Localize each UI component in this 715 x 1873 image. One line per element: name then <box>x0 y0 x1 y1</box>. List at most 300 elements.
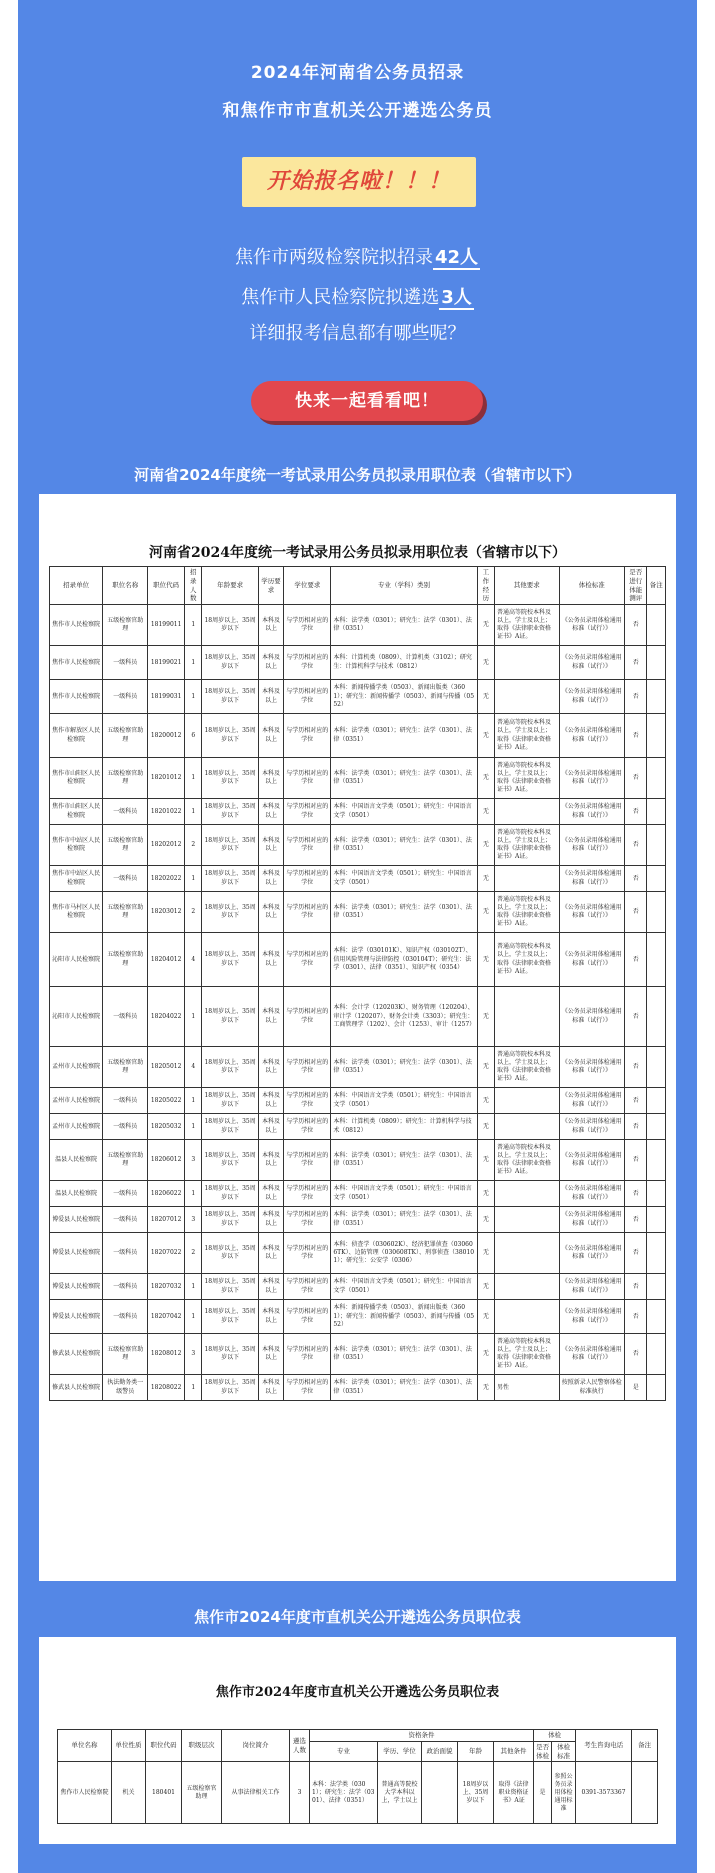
table-cell: 无 <box>477 1334 494 1375</box>
selection-count-number: 3人 <box>441 287 472 308</box>
table-cell: 《公务员录用体检通用标准（试行）》 <box>559 866 624 892</box>
table-cell: 按照新录人民警察体检标准执行 <box>559 1375 624 1401</box>
table-cell: 本科及以上 <box>258 799 284 825</box>
table-cell: 本科及以上 <box>258 605 284 646</box>
table-cell: 1 <box>185 987 202 1047</box>
table-cell: 1 <box>185 680 202 714</box>
table-cell: 无 <box>477 866 494 892</box>
table-cell: 沁阳市人民检察院 <box>50 933 103 987</box>
table-cell: 18207012 <box>148 1207 185 1233</box>
table-cell <box>647 1181 666 1207</box>
table-cell: 1 <box>185 758 202 799</box>
table-cell: 《公务员录用体检通用标准（试行）》 <box>559 714 624 758</box>
table-row <box>50 1334 666 1375</box>
table-cell <box>647 866 666 892</box>
table-row <box>50 1233 666 1274</box>
table-cell: 执法勤务类一级警员 <box>103 1375 148 1401</box>
table-cell: 18周岁以上、35周岁以下 <box>202 1300 258 1334</box>
table-cell: 18201022 <box>148 799 185 825</box>
table-cell: 18周岁以上、35周岁以下 <box>202 1181 258 1207</box>
table-cell: 本科：侦查学（030602K）、经济犯罪侦查（030606TK）、边防管理（030608TK）、刑事侦查（380101）；研究生：公安学（0306） <box>331 1233 477 1274</box>
table-cell: 本科及以上 <box>258 646 284 680</box>
table-row <box>50 758 666 799</box>
table-cell: 与学历相对应的学位 <box>284 714 331 758</box>
table-cell: 2 <box>185 892 202 933</box>
table-cell: 否 <box>624 1300 647 1334</box>
table-cell: 3 <box>185 1140 202 1181</box>
table-cell: 本科：法学类（0301）；研究生：法学（0301）、法律（0351） <box>331 1140 477 1181</box>
selection-count-prefix: 焦作市人民检察院拟遴选 <box>241 287 440 308</box>
recruit-count-number: 42人 <box>434 247 479 268</box>
table-cell <box>647 758 666 799</box>
table-cell <box>495 1088 559 1114</box>
table-cell: 《公务员录用体检通用标准（试行）》 <box>559 1274 624 1300</box>
table-cell <box>647 825 666 866</box>
table-cell: 无 <box>477 758 494 799</box>
table-cell: 本科：法学（030101K）、知识产权（030102T）、信用风险管理与法律防控（030104T）；研究生：法学（0301）、法律（0351）、知识产权（0354） <box>331 933 477 987</box>
look-together-label: 快来一起看看吧！ <box>295 391 439 411</box>
col-political: 政治面貌 <box>422 1741 458 1762</box>
position-table-body <box>50 605 666 1401</box>
cell-major: 本科：法学类（0301）；研究生：法学（0301）、法律（0351） <box>310 1762 378 1824</box>
table-cell: 一级科员 <box>103 866 148 892</box>
table-cell: 与学历相对应的学位 <box>284 1274 331 1300</box>
table-cell <box>647 1375 666 1401</box>
cell-fitness-required: 是 <box>534 1762 552 1824</box>
col-remark: 备注 <box>632 1730 658 1762</box>
table-cell: 焦作市中站区人民检察院 <box>50 866 103 892</box>
table-cell: 18206012 <box>148 1140 185 1181</box>
registration-banner-text: 开始报名啦！！！ <box>266 169 451 194</box>
table-cell: 五级检察官助理 <box>103 1047 148 1088</box>
table-cell: 本科及以上 <box>258 933 284 987</box>
table-cell: 本科：法学类（0301）；研究生：法学（0301）、法律（0351） <box>331 1334 477 1375</box>
table-cell: 《公务员录用体检通用标准（试行）》 <box>559 825 624 866</box>
table-cell: 本科：计算机类（0809）；研究生：计算机科学与技术（0812） <box>331 1114 477 1140</box>
table-cell: 1 <box>185 866 202 892</box>
position-col-header: 学历要求 <box>258 567 284 605</box>
table-cell: 18周岁以上、35周岁以下 <box>202 825 258 866</box>
table-cell: 无 <box>477 1300 494 1334</box>
table-row <box>50 1207 666 1233</box>
table-cell: 与学历相对应的学位 <box>284 825 331 866</box>
table-cell <box>647 1114 666 1140</box>
position-col-header: 职位代码 <box>148 567 185 605</box>
table-cell: 孟州市人民检察院 <box>50 1088 103 1114</box>
table-cell: 一级科员 <box>103 680 148 714</box>
table-cell: 无 <box>477 1088 494 1114</box>
table-cell: 1 <box>185 799 202 825</box>
table-cell <box>495 1181 559 1207</box>
table-cell: 一级科员 <box>103 646 148 680</box>
table-cell: 本科及以上 <box>258 1300 284 1334</box>
table-cell: 本科：法学类（0301）；研究生：法学（0301）、法律（0351） <box>331 1207 477 1233</box>
col-unit-name: 单位名称 <box>58 1730 112 1762</box>
table-cell <box>647 1274 666 1300</box>
section2-heading: 焦作市2024年度市直机关公开遴选公务员职位表 <box>194 1608 521 1626</box>
table-cell: 18203012 <box>148 892 185 933</box>
table-cell: 1 <box>185 1114 202 1140</box>
cell-political <box>422 1762 458 1824</box>
table-cell: 本科：法学类（0301）；研究生：法学（0301）、法律（0351） <box>331 1047 477 1088</box>
table-cell: 否 <box>624 758 647 799</box>
position-col-header: 备注 <box>647 567 666 605</box>
table-cell <box>495 680 559 714</box>
position-col-header: 体检标准 <box>559 567 624 605</box>
position-table <box>49 566 666 1401</box>
table-cell: 普通高等院校本科及以上，学士及以上；取得《法律职业资格证书》A证。 <box>495 714 559 758</box>
table-cell: 否 <box>624 1181 647 1207</box>
table-cell <box>495 799 559 825</box>
selection-table-card <box>39 1637 676 1844</box>
table-cell: 3 <box>185 1334 202 1375</box>
table-cell: 否 <box>624 799 647 825</box>
table-cell: 无 <box>477 892 494 933</box>
cell-count: 3 <box>290 1762 310 1824</box>
table-cell: 18周岁以上、35周岁以下 <box>202 933 258 987</box>
table-cell: 本科及以上 <box>258 1181 284 1207</box>
table-cell: 修武县人民检察院 <box>50 1375 103 1401</box>
table-cell <box>495 866 559 892</box>
table-cell: 无 <box>477 1274 494 1300</box>
table-cell: 18204012 <box>148 933 185 987</box>
table-cell: 本科及以上 <box>258 1375 284 1401</box>
table-cell: 《公务员录用体检通用标准（试行）》 <box>559 605 624 646</box>
table-cell: 18周岁以上、35周岁以下 <box>202 1233 258 1274</box>
table-cell: 本科及以上 <box>258 1047 284 1088</box>
table-cell: 本科：中国语言文学类（0501）；研究生：中国语言文学（0501） <box>331 866 477 892</box>
col-position-brief: 岗位简介 <box>222 1730 290 1762</box>
table-cell: 五级检察官助理 <box>103 605 148 646</box>
table-cell: 无 <box>477 1047 494 1088</box>
col-major: 专业 <box>310 1741 378 1762</box>
cell-code: 180401 <box>146 1762 182 1824</box>
table-cell: 18199021 <box>148 646 185 680</box>
table-cell: 无 <box>477 1140 494 1181</box>
position-table-header <box>50 567 666 605</box>
table-cell: 1 <box>185 1088 202 1114</box>
table-cell <box>647 933 666 987</box>
position-col-header: 招录人数 <box>185 567 202 605</box>
table-cell: 1 <box>185 1181 202 1207</box>
table-cell: 无 <box>477 1114 494 1140</box>
table-cell: 五级检察官助理 <box>103 1140 148 1181</box>
table-row <box>50 1375 666 1401</box>
table-row <box>58 1762 658 1824</box>
table-cell: 《公务员录用体检通用标准（试行）》 <box>559 1207 624 1233</box>
table-cell <box>647 1047 666 1088</box>
table-cell: 本科及以上 <box>258 866 284 892</box>
table-cell <box>495 987 559 1047</box>
table-cell: 焦作市马村区人民检察院 <box>50 892 103 933</box>
table-cell: 焦作市山阳区人民检察院 <box>50 799 103 825</box>
position-table-title: 河南省2024年度统一考试录用公务员拟录用职位表（省辖市以下） <box>149 545 566 561</box>
table-cell: 《公务员录用体检通用标准（试行）》 <box>559 1233 624 1274</box>
table-cell: 无 <box>477 605 494 646</box>
table-cell: 无 <box>477 1375 494 1401</box>
table-row <box>50 987 666 1047</box>
col-selection-count: 遴选人数 <box>290 1730 310 1762</box>
col-other: 其他条件 <box>494 1741 534 1762</box>
table-cell: 无 <box>477 933 494 987</box>
table-row <box>50 646 666 680</box>
table-row <box>50 866 666 892</box>
table-cell <box>647 892 666 933</box>
position-col-header: 专业（学科）类别 <box>331 567 477 605</box>
table-cell: 与学历相对应的学位 <box>284 1300 331 1334</box>
look-together-button[interactable] <box>251 381 483 421</box>
table-cell: 无 <box>477 680 494 714</box>
table-cell: 否 <box>624 1274 647 1300</box>
table-cell: 否 <box>624 987 647 1047</box>
table-cell: 18207022 <box>148 1233 185 1274</box>
table-row <box>50 1300 666 1334</box>
table-cell: 本科及以上 <box>258 1207 284 1233</box>
cell-education: 普通高等院校大学本科以上，学士以上 <box>378 1762 422 1824</box>
table-row <box>50 1181 666 1207</box>
table-cell: 与学历相对应的学位 <box>284 892 331 933</box>
table-cell: 18202022 <box>148 866 185 892</box>
col-phone: 考生咨询电话 <box>576 1730 632 1762</box>
col-age: 年龄 <box>458 1741 494 1762</box>
table-row <box>50 892 666 933</box>
col-rank-level: 职级层次 <box>182 1730 222 1762</box>
table-cell: 无 <box>477 1233 494 1274</box>
table-cell: 《公务员录用体检通用标准（试行）》 <box>559 758 624 799</box>
table-row <box>50 714 666 758</box>
table-row <box>50 1114 666 1140</box>
table-cell: 与学历相对应的学位 <box>284 799 331 825</box>
table-cell <box>647 987 666 1047</box>
table-cell: 18周岁以上、35周岁以下 <box>202 1088 258 1114</box>
table-cell: 18周岁以上、35周岁以下 <box>202 714 258 758</box>
table-cell: 否 <box>624 1140 647 1181</box>
table-cell: 本科：法学类（0301）；研究生：法学（0301）、法律（0351） <box>331 892 477 933</box>
position-col-header: 招录单位 <box>50 567 103 605</box>
table-cell: 孟州市人民检察院 <box>50 1047 103 1088</box>
table-cell: 普通高等院校本科及以上，学士及以上；取得《法律职业资格证书》A证。 <box>495 1140 559 1181</box>
cell-age: 18周岁以上、35周岁以下 <box>458 1762 494 1824</box>
table-cell: 与学历相对应的学位 <box>284 1047 331 1088</box>
table-cell: 无 <box>477 646 494 680</box>
table-cell: 《公务员录用体检通用标准（试行）》 <box>559 1088 624 1114</box>
table-cell: 《公务员录用体检通用标准（试行）》 <box>559 1114 624 1140</box>
table-cell: 本科及以上 <box>258 1274 284 1300</box>
table-cell: 18周岁以上、35周岁以下 <box>202 799 258 825</box>
table-row <box>50 1088 666 1114</box>
table-cell: 与学历相对应的学位 <box>284 1207 331 1233</box>
table-cell: 18205022 <box>148 1088 185 1114</box>
table-cell: 本科及以上 <box>258 1088 284 1114</box>
table-cell: 一级科员 <box>103 1233 148 1274</box>
table-cell: 本科及以上 <box>258 680 284 714</box>
table-cell: 否 <box>624 825 647 866</box>
table-cell: 与学历相对应的学位 <box>284 1114 331 1140</box>
table-cell: 本科：中国语言文学类（0501）；研究生：中国语言文学（0501） <box>331 1274 477 1300</box>
recruit-count-prefix: 焦作市两级检察院拟招录 <box>234 247 433 268</box>
table-cell: 无 <box>477 825 494 866</box>
table-cell: 本科：法学类（0301）；研究生：法学（0301）、法律（0351） <box>331 825 477 866</box>
table-cell: 18207032 <box>148 1274 185 1300</box>
table-cell: 本科：新闻传播学类（0503）、新闻出版类（3601）；研究生：新闻传播学（0503）、新闻与传播（0552） <box>331 1300 477 1334</box>
table-cell: 18205032 <box>148 1114 185 1140</box>
table-cell: 《公务员录用体检通用标准（试行）》 <box>559 1300 624 1334</box>
col-position-code: 职位代码 <box>146 1730 182 1762</box>
table-cell: 与学历相对应的学位 <box>284 680 331 714</box>
cell-nature: 机关 <box>112 1762 146 1824</box>
table-cell <box>495 646 559 680</box>
table-cell: 一级科员 <box>103 1274 148 1300</box>
table-cell: 普通高等院校本科及以上，学士及以上；取得《法律职业资格证书》A证。 <box>495 892 559 933</box>
table-cell: 与学历相对应的学位 <box>284 866 331 892</box>
table-cell: 博爱县人民检察院 <box>50 1233 103 1274</box>
position-col-header: 是否进行体能测评 <box>624 567 647 605</box>
table-cell: 本科及以上 <box>258 758 284 799</box>
table-cell: 1 <box>185 1274 202 1300</box>
table-cell: 18200012 <box>148 714 185 758</box>
table-cell: 《公务员录用体检通用标准（试行）》 <box>559 1334 624 1375</box>
table-cell: 18周岁以上、35周岁以下 <box>202 646 258 680</box>
table-cell: 一级科员 <box>103 1181 148 1207</box>
selection-table-title: 焦作市2024年度市直机关公开遴选公务员职位表 <box>215 1685 500 1700</box>
cell-level: 五级检察官助理 <box>182 1762 222 1824</box>
table-cell: 普通高等院校本科及以上，学士及以上；取得《法律职业资格证书》A证。 <box>495 758 559 799</box>
table-cell: 《公务员录用体检通用标准（试行）》 <box>559 1047 624 1088</box>
table-cell: 否 <box>624 1088 647 1114</box>
table-cell: 修武县人民检察院 <box>50 1334 103 1375</box>
col-group-qualifications: 资格条件 <box>310 1730 534 1742</box>
table-cell: 与学历相对应的学位 <box>284 605 331 646</box>
table-cell: 与学历相对应的学位 <box>284 933 331 987</box>
table-cell: 沁阳市人民检察院 <box>50 987 103 1047</box>
table-cell: 与学历相对应的学位 <box>284 1140 331 1181</box>
table-cell: 一级科员 <box>103 1207 148 1233</box>
table-cell: 本科及以上 <box>258 987 284 1047</box>
question-line: 详细报考信息都有哪些呢？ <box>249 323 466 344</box>
cell-unit: 焦作市人民检察院 <box>58 1762 112 1824</box>
table-cell: 1 <box>185 605 202 646</box>
table-cell: 18204022 <box>148 987 185 1047</box>
table-cell: 与学历相对应的学位 <box>284 1088 331 1114</box>
table-cell: 1 <box>185 1300 202 1334</box>
table-cell: 一级科员 <box>103 1114 148 1140</box>
table-cell: 与学历相对应的学位 <box>284 646 331 680</box>
table-cell: 《公务员录用体检通用标准（试行）》 <box>559 1140 624 1181</box>
table-cell: 焦作市中站区人民检察院 <box>50 825 103 866</box>
table-cell: 18199031 <box>148 680 185 714</box>
table-cell: 本科及以上 <box>258 892 284 933</box>
table-cell: 《公务员录用体检通用标准（试行）》 <box>559 646 624 680</box>
table-cell: 18208012 <box>148 1334 185 1375</box>
table-cell: 本科：计算机类（0809）、计算机类（3102）；研究生：计算机科学与技术（0812） <box>331 646 477 680</box>
recruit-count-line <box>18 243 697 269</box>
table-cell <box>647 605 666 646</box>
table-cell: 18周岁以上、35周岁以下 <box>202 866 258 892</box>
table-row <box>50 933 666 987</box>
table-cell: 博爱县人民检察院 <box>50 1300 103 1334</box>
table-cell <box>647 799 666 825</box>
table-cell: 普通高等院校本科及以上，学士及以上；取得《法律职业资格证书》A证。 <box>495 1047 559 1088</box>
table-cell: 本科：会计学（120203K）、财务管理（120204）、审计学（120207）、财务会计类（3303）；研究生：工商管理学（1202）、会计（1253）、审计（1257） <box>331 987 477 1047</box>
table-cell: 无 <box>477 1181 494 1207</box>
table-cell: 五级检察官助理 <box>103 714 148 758</box>
table-cell: 18199011 <box>148 605 185 646</box>
table-cell: 《公务员录用体检通用标准（试行）》 <box>559 987 624 1047</box>
table-cell <box>647 1088 666 1114</box>
table-cell: 否 <box>624 1233 647 1274</box>
table-cell: 否 <box>624 933 647 987</box>
table-cell: 4 <box>185 933 202 987</box>
table-cell: 普通高等院校本科及以上，学士及以上；取得《法律职业资格证书》A证。 <box>495 825 559 866</box>
col-fitness-required: 是否体检 <box>534 1741 552 1762</box>
table-cell: 2 <box>185 1233 202 1274</box>
table-cell <box>647 1334 666 1375</box>
table-cell: 无 <box>477 714 494 758</box>
table-cell: 一级科员 <box>103 987 148 1047</box>
table-cell: 无 <box>477 799 494 825</box>
table-cell: 温县人民检察院 <box>50 1181 103 1207</box>
table-cell: 五级检察官助理 <box>103 825 148 866</box>
position-col-header: 年龄要求 <box>202 567 258 605</box>
table-cell: 与学历相对应的学位 <box>284 758 331 799</box>
table-cell: 焦作市人民检察院 <box>50 680 103 714</box>
position-col-header: 工作经历 <box>477 567 494 605</box>
table-cell: 18周岁以上、35周岁以下 <box>202 987 258 1047</box>
col-education: 学历、学位 <box>378 1741 422 1762</box>
table-cell: 本科及以上 <box>258 1140 284 1181</box>
table-cell: 18周岁以上、35周岁以下 <box>202 1114 258 1140</box>
table-cell <box>495 1114 559 1140</box>
cell-fitness-standard: 参照公务员录用体检通用标准 <box>552 1762 576 1824</box>
table-cell: 18周岁以上、35周岁以下 <box>202 892 258 933</box>
table-row <box>50 799 666 825</box>
selection-table <box>57 1729 658 1824</box>
table-cell: 本科及以上 <box>258 1334 284 1375</box>
table-cell: 与学历相对应的学位 <box>284 1375 331 1401</box>
table-cell <box>495 1300 559 1334</box>
table-cell: 否 <box>624 1207 647 1233</box>
table-cell: 本科及以上 <box>258 714 284 758</box>
position-col-header: 学位要求 <box>284 567 331 605</box>
table-cell: 18周岁以上、35周岁以下 <box>202 1274 258 1300</box>
table-cell <box>647 646 666 680</box>
table-cell: 18205012 <box>148 1047 185 1088</box>
cell-other: 取得《法律职业资格证书》A证 <box>494 1762 534 1824</box>
table-cell: 18周岁以上、35周岁以下 <box>202 1140 258 1181</box>
table-cell: 温县人民检察院 <box>50 1140 103 1181</box>
table-row <box>50 605 666 646</box>
table-cell: 1 <box>185 1375 202 1401</box>
position-col-header: 职位名称 <box>103 567 148 605</box>
table-cell: 男性 <box>495 1375 559 1401</box>
table-cell: 否 <box>624 605 647 646</box>
table-cell: 本科：中国语言文学类（0501）；研究生：中国语言文学（0501） <box>331 1088 477 1114</box>
table-cell: 18201012 <box>148 758 185 799</box>
table-cell <box>495 1274 559 1300</box>
col-fitness-standard: 体检标准 <box>552 1741 576 1762</box>
table-cell: 2 <box>185 825 202 866</box>
table-row <box>50 680 666 714</box>
table-row <box>50 1140 666 1181</box>
col-group-fitness: 体检 <box>534 1730 576 1742</box>
table-cell: 18207042 <box>148 1300 185 1334</box>
table-cell: 否 <box>624 866 647 892</box>
table-cell: 《公务员录用体检通用标准（试行）》 <box>559 680 624 714</box>
table-cell: 本科及以上 <box>258 825 284 866</box>
table-cell: 与学历相对应的学位 <box>284 1233 331 1274</box>
table-cell: 五级检察官助理 <box>103 758 148 799</box>
table-cell: 《公务员录用体检通用标准（试行）》 <box>559 933 624 987</box>
